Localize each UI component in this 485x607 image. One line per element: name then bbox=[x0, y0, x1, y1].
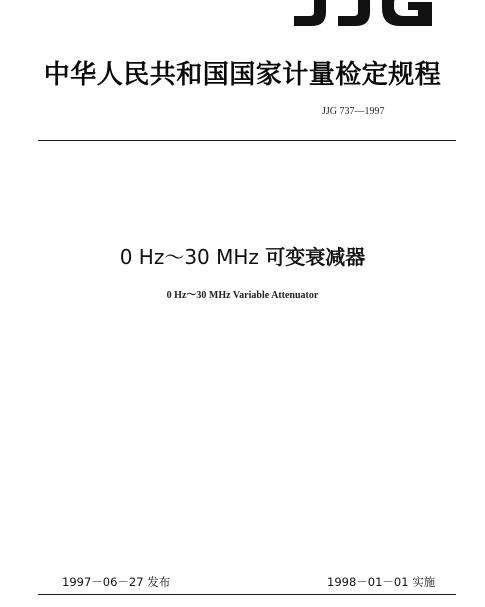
issue-date: 1997－06－27 发布 bbox=[62, 575, 171, 589]
main-title-name: 可变衰减器 bbox=[265, 245, 366, 269]
header-divider bbox=[38, 140, 456, 141]
effective-date: 1998－01－01 实施 bbox=[327, 575, 436, 589]
main-title bbox=[0, 241, 485, 270]
document-number: JJG 737—1997 bbox=[322, 106, 385, 117]
jjg-logo-mark bbox=[288, 0, 438, 28]
english-title: 0 Hz～30 MHz Variable Attenuator bbox=[166, 290, 319, 301]
organization-title: 中华人民共和国国家计量检定规程 bbox=[43, 60, 442, 90]
jjg-logo bbox=[288, 0, 438, 28]
footer-divider bbox=[38, 594, 456, 595]
main-title-range: 0 Hz～30 MHz bbox=[119, 245, 266, 269]
